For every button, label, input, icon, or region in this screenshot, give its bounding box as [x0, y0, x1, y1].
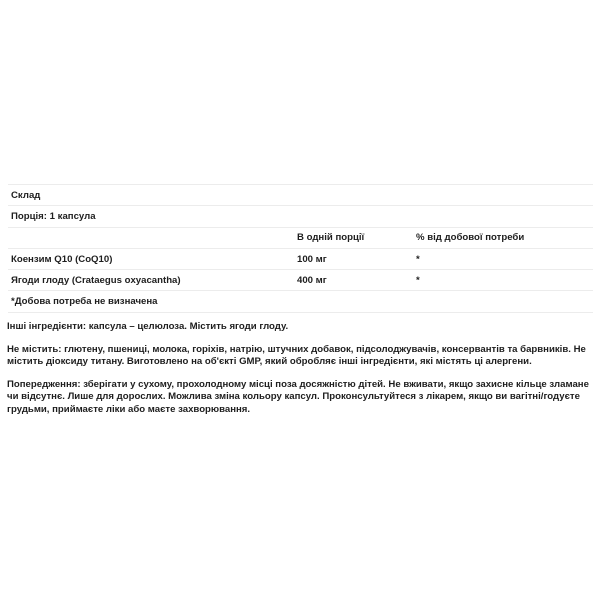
supplement-facts-table	[8, 184, 593, 313]
serving-row	[8, 206, 593, 227]
serving-size: Порція: 1 капсула	[11, 210, 96, 222]
header-per-serving: В одній порції	[297, 232, 365, 244]
ingredient-dv: *	[416, 274, 420, 286]
ingredient-name: Ягоди глоду (Crataegus oxyacantha)	[11, 274, 181, 286]
table-title-row	[8, 185, 593, 206]
table-header-row	[8, 228, 593, 249]
footnote: *Добова потреба не визначена	[11, 296, 158, 308]
header-daily-value: % від добової потреби	[416, 232, 525, 244]
ingredient-name: Коензим Q10 (CoQ10)	[11, 253, 113, 265]
ingredient-dv: *	[416, 253, 420, 265]
ingredient-amount: 400 мг	[297, 274, 327, 286]
footnote-row	[8, 291, 593, 312]
allergen-info: Не містить: глютену, пшениці, молока, горіхів, натрію, штучних добавок, підсолоджувачів, консервантів та барвників. Не містить діоксиду титану. Виготовлено на об'єкті GMP, який обробляє інші інгредієнти, які містять ці алергени.	[7, 343, 586, 368]
table-row	[8, 270, 593, 291]
warning-text: Попередження: зберігати у сухому, прохолодному місці поза досяжністю дітей. Не вживати, якщо захисне кільце зламане чи відсутнє. Лише для дорослих. Можлива зміна кольору капсул. Проконсультуйтеся з лікарем, якщо ви вагітні/годуєте грудьми, приймаєте ліки або маєте захворювання.	[7, 378, 589, 415]
table-title: Склад	[11, 189, 41, 201]
table-row	[8, 249, 593, 270]
other-ingredients: Інші інгредієнти: капсула – целюлоза. Містить ягоди глоду.	[7, 321, 289, 332]
ingredient-amount: 100 мг	[297, 253, 327, 265]
product-notes	[7, 321, 593, 427]
